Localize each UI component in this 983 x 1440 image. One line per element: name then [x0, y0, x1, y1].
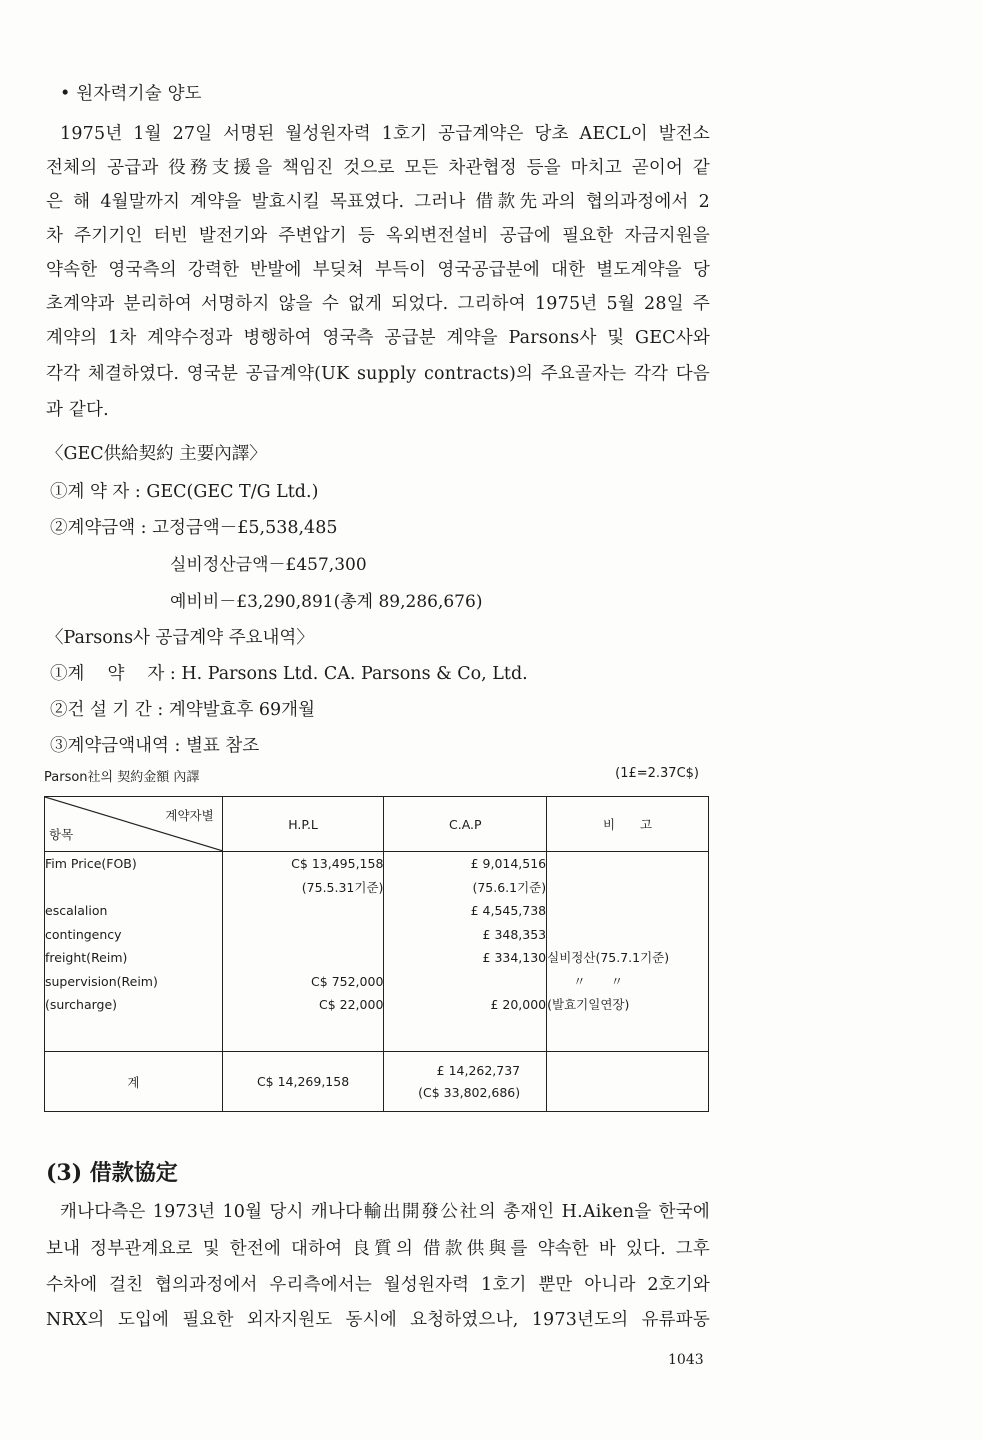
paragraph-line: 각각 체결하였다. 영국분 공급계약(UK supply contracts)의 주요골자는 각각 다음: [46, 364, 710, 384]
parsons-item-contractor: ①계 약 자 : H. Parsons Ltd. CA. Parsons & Co, Ltd.: [50, 664, 528, 684]
hpl-value: [223, 946, 384, 970]
note-value: 실비정산(75.7.1기준): [547, 950, 670, 965]
item-label: (surcharge): [45, 997, 118, 1012]
hpl-value: C$ 13,495,158: [291, 856, 384, 871]
total-cap: £ 14,262,737: [436, 1062, 521, 1078]
paragraph-line: 과 같다.: [46, 400, 109, 420]
item-label: freight(Reim): [45, 950, 128, 965]
note-value: [547, 852, 708, 876]
note-column: [547, 852, 709, 1052]
cap-value: (75.6.1기준): [472, 879, 547, 895]
cap-value: [384, 970, 546, 994]
total-cap-cad: (C$ 33,802,686): [418, 1084, 521, 1100]
paragraph-line: 약속한 영국측의 강력한 반발에 부딪쳐 부득이 영국공급분에 대한 별도계약을 당: [46, 260, 710, 280]
total-label: 계: [45, 1052, 223, 1112]
contract-amount-table: [44, 796, 709, 1112]
item-label: escalalion: [45, 903, 108, 918]
section-title: • 원자력기술 양도: [60, 84, 202, 104]
note-value: [547, 876, 708, 900]
cap-value: £ 9,014,516: [470, 856, 547, 871]
table-header-row: [45, 797, 709, 852]
item-label: Fim Price(FOB): [45, 856, 137, 871]
cap-value: £ 348,353: [482, 926, 547, 942]
paragraph-line: 초계약과 분리하여 서명하지 않을 수 없게 되었다. 그리하여 1975년 5월 28일 주: [46, 294, 710, 314]
cap-column: [384, 852, 547, 1052]
note-value: [547, 923, 708, 947]
hpl-column: [222, 852, 384, 1052]
exchange-rate: (1£=2.37C$): [615, 766, 699, 781]
paragraph-line: 캐나다측은 1973년 10월 당시 캐나다輸出開發公社의 총재인 H.Aiken을 한국에: [60, 1202, 710, 1222]
header-item-label: 항목: [49, 827, 74, 842]
item-label: [45, 876, 222, 900]
gec-item-amount: ②계약금액 : 고정금액－£5,538,485: [50, 518, 338, 538]
paragraph-line: 계약의 1차 계약수정과 병행하여 영국측 공급분 계약을 Parsons사 및 GEC사와: [46, 328, 710, 348]
section-3-title: (3) 借款協定: [46, 1160, 178, 1186]
paragraph-line: 은 해 4월말까지 계약을 발효시킬 목표였다. 그러나 借款先과의 협의과정에서 2: [46, 192, 710, 212]
header-hpl: H.P.L: [222, 797, 384, 852]
gec-item-amount-actual: 실비정산금액－£457,300: [170, 555, 367, 575]
page-number: 1043: [668, 1352, 704, 1368]
table-caption-row: [44, 766, 709, 785]
hpl-value: C$ 752,000: [311, 973, 384, 989]
parsons-heading: 〈Parsons사 공급계약 주요내역〉: [46, 628, 314, 648]
cap-value: £ 334,130: [482, 950, 547, 965]
gec-item-amount-reserve: 예비비－£3,290,891(총계 89,286,676): [170, 592, 483, 612]
paragraph-line: 보내 정부관계요로 및 한전에 대하여 良質의 借款供與를 약속한 바 있다. 그후: [46, 1239, 710, 1259]
item-label: contingency: [45, 926, 122, 942]
header-note: 비 고: [547, 797, 709, 852]
cap-value: £ 20,000: [490, 997, 547, 1012]
paragraph-line: 전체의 공급과 役務支援을 책임진 것으로 모든 차관협정 등을 마치고 곧이어 같: [46, 158, 710, 178]
items-column: [45, 852, 223, 1052]
total-cap-cell: [384, 1052, 547, 1112]
hpl-value: C$ 22,000: [319, 997, 384, 1012]
table-caption: Parson社의 契約金額 內譯: [44, 770, 200, 785]
paragraph-line: 수차에 걸친 협의과정에서 우리측에서는 월성원자력 1호기 뿐만 아니라 2호기와: [46, 1275, 710, 1295]
hpl-value: (75.5.31기준): [301, 879, 384, 895]
parsons-item-period: ②건 설 기 간 : 계약발효후 69개월: [50, 700, 315, 720]
paragraph-line: NRX의 도입에 필요한 외자지원도 동시에 요청하였으나, 1973년도의 유류파동: [46, 1310, 710, 1330]
cap-value: £ 4,545,738: [470, 903, 547, 918]
gec-heading: 〈GEC供給契約 主要內譯〉: [46, 444, 267, 464]
paragraph-line: 차 주기기인 터빈 발전기와 주변압기 등 옥외변전설비 공급에 필요한 자금지원을: [46, 226, 710, 246]
hpl-value: [223, 923, 384, 947]
table-total-row: [45, 1052, 709, 1112]
note-value: (발효기일연장): [547, 997, 630, 1012]
paragraph-line: 1975년 1월 27일 서명된 월성원자력 1호기 공급계약은 당초 AECL이 발전소: [60, 124, 710, 144]
parsons-item-amount: ③계약금액내역 : 별표 참조: [50, 736, 260, 756]
total-hpl: C$ 14,269,158: [222, 1052, 384, 1112]
hpl-value: [223, 899, 384, 923]
note-value: 〃 〃: [573, 973, 624, 989]
header-contractor-label: 계약자별: [165, 808, 214, 823]
diagonal-header-cell: [45, 797, 223, 852]
note-value: [547, 899, 708, 923]
gec-item-contractor: ①계 약 자 : GEC(GEC T/G Ltd.): [50, 482, 319, 502]
total-note: [547, 1052, 709, 1112]
table-body-row: [45, 852, 709, 1052]
header-cap: C.A.P: [384, 797, 547, 852]
item-label: supervision(Reim): [45, 973, 158, 989]
